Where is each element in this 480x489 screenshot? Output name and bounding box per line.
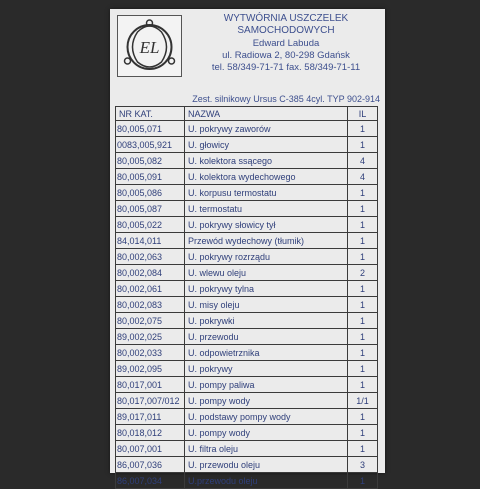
name-cell: U. pokrywy bbox=[185, 361, 348, 377]
name-cell: U. podstawy pompy wody bbox=[185, 409, 348, 425]
logo-lettering: EL bbox=[139, 38, 160, 57]
table-row bbox=[116, 425, 378, 441]
code-cell: 80,007,001 bbox=[116, 441, 185, 457]
name-cell: U. pompy wody bbox=[185, 425, 348, 441]
company-contact bbox=[188, 38, 384, 74]
table-row bbox=[116, 201, 378, 217]
code-cell: 89,017,011 bbox=[116, 409, 185, 425]
name-cell: U. filtra oleju bbox=[185, 441, 348, 457]
qty-cell: 4 bbox=[348, 153, 378, 169]
name-cell: U. kolektora wydechowego bbox=[185, 169, 348, 185]
table-row bbox=[116, 393, 378, 409]
code-cell: 80,017,007/012 bbox=[116, 393, 185, 409]
qty-cell: 1 bbox=[348, 313, 378, 329]
table-row bbox=[116, 457, 378, 473]
name-cell: U. głowicy bbox=[185, 137, 348, 153]
name-cell: U.przewodu oleju bbox=[185, 473, 348, 489]
table-row bbox=[116, 121, 378, 137]
qty-cell: 1 bbox=[348, 345, 378, 361]
code-cell: 80,005,086 bbox=[116, 185, 185, 201]
table-row bbox=[116, 409, 378, 425]
table-row bbox=[116, 217, 378, 233]
name-cell: U. przewodu bbox=[185, 329, 348, 345]
code-cell: 80,017,001 bbox=[116, 377, 185, 393]
qty-cell: 1/1 bbox=[348, 393, 378, 409]
code-cell: 80,002,061 bbox=[116, 281, 185, 297]
company-name-line1: WYTWÓRNIA USZCZELEK bbox=[223, 13, 349, 24]
qty-cell: 1 bbox=[348, 473, 378, 489]
name-cell: U. przewodu oleju bbox=[185, 457, 348, 473]
name-cell: U. pompy wody bbox=[185, 393, 348, 409]
table-row bbox=[116, 361, 378, 377]
company-address: ul. Radiowa 2, 80-298 Gdańsk bbox=[222, 50, 350, 61]
qty-cell: 1 bbox=[348, 121, 378, 137]
header-name: NAZWA bbox=[185, 107, 348, 121]
qty-cell: 1 bbox=[348, 137, 378, 153]
qty-cell: 1 bbox=[348, 361, 378, 377]
qty-cell: 1 bbox=[348, 217, 378, 233]
qty-cell: 1 bbox=[348, 425, 378, 441]
qty-cell: 1 bbox=[348, 297, 378, 313]
table-row bbox=[116, 169, 378, 185]
code-cell: 80,005,022 bbox=[116, 217, 185, 233]
name-cell: Przewód wydechowy (tłumik) bbox=[185, 233, 348, 249]
table-row bbox=[116, 297, 378, 313]
code-cell: 80,002,084 bbox=[116, 265, 185, 281]
table-row bbox=[116, 377, 378, 393]
code-cell: 86,007,034 bbox=[116, 473, 185, 489]
name-cell: U. wlewu oleju bbox=[185, 265, 348, 281]
table-row bbox=[116, 441, 378, 457]
name-cell: U. pokrywy słowicy tył bbox=[185, 217, 348, 233]
company-name bbox=[188, 13, 384, 37]
code-cell: 80,002,033 bbox=[116, 345, 185, 361]
set-title: Zest. silnikowy Ursus C-385 4cyl. TYP 902-914 bbox=[192, 94, 380, 104]
table-row bbox=[116, 153, 378, 169]
code-cell: 80,002,083 bbox=[116, 297, 185, 313]
code-cell: 89,002,095 bbox=[116, 361, 185, 377]
name-cell: U. pokrywki bbox=[185, 313, 348, 329]
qty-cell: 4 bbox=[348, 169, 378, 185]
code-cell: 84,014,011 bbox=[116, 233, 185, 249]
company-logo bbox=[117, 15, 182, 77]
company-owner: Edward Labuda bbox=[252, 38, 320, 49]
table-row bbox=[116, 137, 378, 153]
code-cell: 80,002,063 bbox=[116, 249, 185, 265]
qty-cell: 1 bbox=[348, 201, 378, 217]
qty-cell: 1 bbox=[348, 441, 378, 457]
table-row bbox=[116, 473, 378, 489]
parts-table-body bbox=[116, 121, 378, 489]
name-cell: U. termostatu bbox=[185, 201, 348, 217]
table-row bbox=[116, 329, 378, 345]
company-name-line2: SAMOCHODOWYCH bbox=[237, 25, 335, 36]
code-cell: 89,002,025 bbox=[116, 329, 185, 345]
gasket-set-label bbox=[110, 9, 385, 486]
code-cell: 80,018,012 bbox=[116, 425, 185, 441]
code-cell: 80,002,075 bbox=[116, 313, 185, 329]
code-cell: 80,005,091 bbox=[116, 169, 185, 185]
table-header-row bbox=[116, 107, 378, 121]
table-row bbox=[116, 249, 378, 265]
qty-cell: 1 bbox=[348, 249, 378, 265]
name-cell: U. pompy paliwa bbox=[185, 377, 348, 393]
qty-cell: 1 bbox=[348, 281, 378, 297]
qty-cell: 1 bbox=[348, 329, 378, 345]
code-cell: 0083,005,921 bbox=[116, 137, 185, 153]
name-cell: U. pokrywy zaworów bbox=[185, 121, 348, 137]
logo-icon bbox=[118, 16, 181, 76]
qty-cell: 1 bbox=[348, 409, 378, 425]
qty-cell: 1 bbox=[348, 233, 378, 249]
code-cell: 80,005,082 bbox=[116, 153, 185, 169]
code-cell: 80,005,071 bbox=[116, 121, 185, 137]
table-row bbox=[116, 185, 378, 201]
name-cell: U. odpowietrznika bbox=[185, 345, 348, 361]
code-cell: 86,007,036 bbox=[116, 457, 185, 473]
table-row bbox=[116, 345, 378, 361]
table-row bbox=[116, 313, 378, 329]
name-cell: U. korpusu termostatu bbox=[185, 185, 348, 201]
qty-cell: 1 bbox=[348, 185, 378, 201]
header-qty: IL bbox=[348, 107, 378, 121]
table-row bbox=[116, 265, 378, 281]
company-phone: tel. 58/349-71-71 fax. 58/349-71-11 bbox=[211, 62, 361, 73]
header-code: NR KAT. bbox=[116, 107, 185, 121]
name-cell: U. pokrywy rozrządu bbox=[185, 249, 348, 265]
qty-cell: 1 bbox=[348, 377, 378, 393]
name-cell: U. kolektora ssącego bbox=[185, 153, 348, 169]
table-row bbox=[116, 233, 378, 249]
code-cell: 80,005,087 bbox=[116, 201, 185, 217]
table-row bbox=[116, 281, 378, 297]
qty-cell: 2 bbox=[348, 265, 378, 281]
name-cell: U. misy oleju bbox=[185, 297, 348, 313]
parts-table bbox=[115, 106, 378, 489]
name-cell: U. pokrywy tylna bbox=[185, 281, 348, 297]
qty-cell: 3 bbox=[348, 457, 378, 473]
